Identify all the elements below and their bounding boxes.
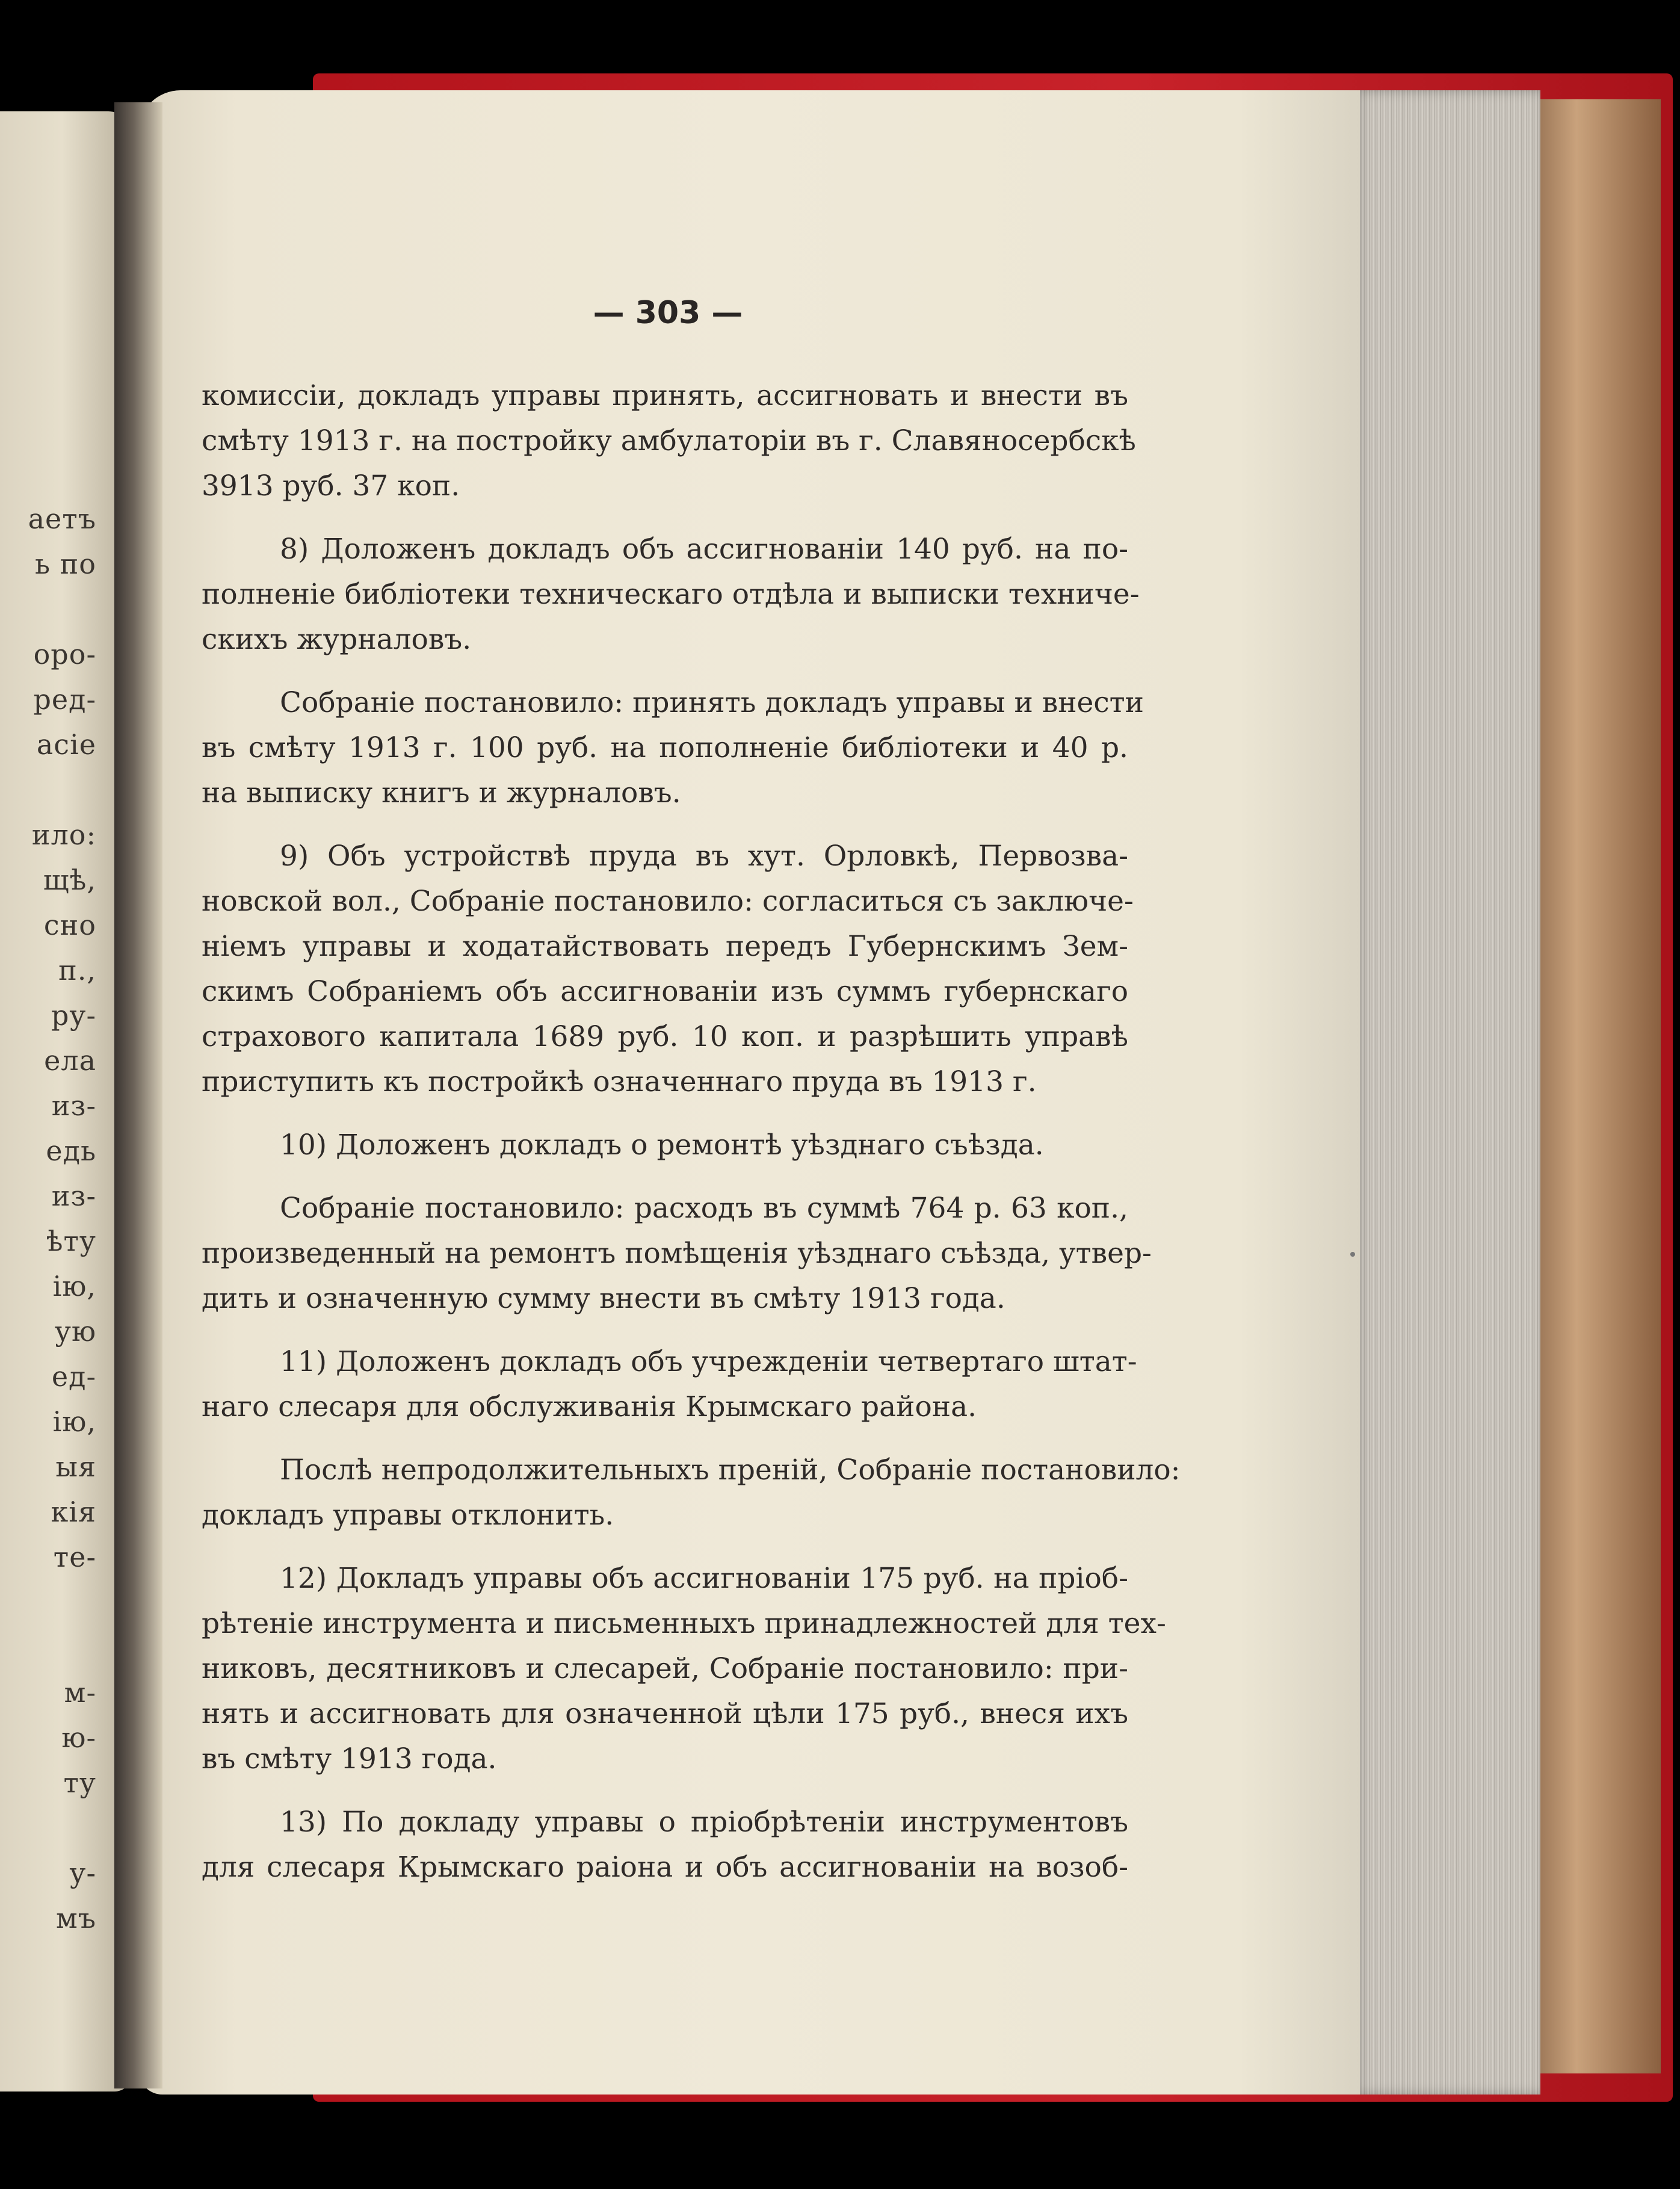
text-line: для слесаря Крымскаго раіона и объ ассигнованіи на возоб- xyxy=(202,1851,1128,1884)
left-page-fragment: п., xyxy=(58,954,96,986)
left-page-fragment: щѣ, xyxy=(43,864,96,896)
left-page-fragment: у- xyxy=(69,1857,96,1889)
text-line: Собраніе постановило: расходъ въ суммѣ 764 р. 63 коп., xyxy=(280,1192,1128,1225)
left-page-fragment: ію, xyxy=(52,1270,96,1302)
text-line: докладъ управы отклонить. xyxy=(202,1499,614,1532)
paragraph-gap xyxy=(202,1321,1128,1339)
left-page-fragment: ію, xyxy=(52,1405,96,1438)
left-page-fragment: ру- xyxy=(51,999,96,1032)
text-line: на выписку книгъ и журналовъ. xyxy=(202,776,681,810)
left-page-fragment: ѣту xyxy=(46,1225,96,1257)
paragraph-gap xyxy=(202,1168,1128,1186)
text-line: рѣтеніе инструмента и письменныхъ принадлежностей для тех- xyxy=(202,1607,1166,1640)
text-line: нять и ассигновать для означенной цѣли 175 руб., внеся ихъ xyxy=(202,1697,1128,1730)
left-page-fragment: едь xyxy=(46,1135,96,1167)
text-line: 13) По докладу управы о пріобрѣтеніи инструментовъ xyxy=(280,1806,1128,1839)
left-page-text xyxy=(0,497,96,1941)
text-line: дить и означенную сумму внести въ смѣту 1913 года. xyxy=(202,1282,1005,1315)
text-line: никовъ, десятниковъ и слесарей, Собраніе постановило: при- xyxy=(202,1652,1128,1685)
page-body-text xyxy=(202,373,1181,1890)
paragraph-gap xyxy=(202,662,1128,680)
left-page xyxy=(0,111,132,2091)
text-line: 9) Объ устройствѣ пруда въ хут. Орловкѣ, Первозва- xyxy=(280,840,1128,873)
text-line: наго слесаря для обслуживанія Крымскаго района. xyxy=(202,1390,977,1423)
text-line: 11) Доложенъ докладъ объ учрежденіи четвертаго штат- xyxy=(280,1345,1137,1378)
left-page-fragment: ыя xyxy=(55,1451,96,1483)
paragraph-gap xyxy=(202,509,1128,527)
paragraph-gap xyxy=(202,1782,1128,1800)
left-page-fragment: ь по xyxy=(34,548,96,580)
text-line: произведенный на ремонтъ помѣщенія уѣзднаго съѣзда, утвер- xyxy=(202,1237,1152,1270)
left-page-fragment: аетъ xyxy=(28,503,96,535)
left-page-fragment xyxy=(0,1625,96,1670)
text-line: 8) Доложенъ докладъ объ ассигнованіи 140 руб. на по- xyxy=(280,533,1128,566)
cover-spine-edge xyxy=(1540,99,1661,2073)
left-page-fragment: из- xyxy=(51,1180,96,1212)
text-line: смѣту 1913 г. на постройку амбулаторіи въ г. Славяносербскѣ xyxy=(202,424,1136,457)
left-page-fragment: сно xyxy=(43,909,96,941)
left-page-fragment xyxy=(0,1806,96,1851)
left-page-fragment: кія xyxy=(51,1496,96,1528)
text-line: 3913 руб. 37 коп. xyxy=(202,469,460,503)
left-page-fragment: м- xyxy=(64,1676,96,1709)
text-line: страхового капитала 1689 руб. 10 коп. и разрѣшить управѣ xyxy=(202,1020,1128,1053)
paragraph-gap xyxy=(202,1538,1128,1556)
left-page-fragment: ю- xyxy=(61,1721,96,1754)
left-page-fragment: ую xyxy=(54,1315,96,1348)
left-page-fragment xyxy=(0,1580,96,1625)
paragraph-gap xyxy=(202,816,1128,834)
text-line: 10) Доложенъ докладъ о ремонтѣ уѣзднаго съѣзда. xyxy=(280,1129,1044,1162)
text-line: скимъ Собраніемъ объ ассигнованіи изъ суммъ губернскаго xyxy=(202,975,1128,1008)
left-page-fragment: ред- xyxy=(33,683,96,716)
left-page-fragment: те- xyxy=(53,1541,96,1573)
left-page-fragment: ило: xyxy=(31,819,96,851)
page-number: — 303 — xyxy=(593,295,743,331)
text-line: приступить къ постройкѣ означеннаго пруда въ 1913 г. xyxy=(202,1065,1037,1098)
paragraph-gap xyxy=(202,1104,1128,1122)
text-line: комиссіи, докладъ управы принять, ассигновать и внести въ xyxy=(202,379,1128,412)
text-line: Послѣ непродолжительныхъ преній, Собраніе постановило: xyxy=(280,1454,1181,1487)
paper-speck xyxy=(1350,1252,1355,1257)
left-page-fragment: ту xyxy=(63,1766,96,1799)
left-page-fragment: ела xyxy=(44,1044,96,1077)
left-page-fragment: из- xyxy=(51,1089,96,1122)
left-page-fragment: оро- xyxy=(33,638,96,670)
page-edges xyxy=(1354,90,1540,2095)
text-line: скихъ журналовъ. xyxy=(202,623,472,656)
text-line: 12) Докладъ управы объ ассигнованіи 175 руб. на пріоб- xyxy=(280,1562,1128,1595)
left-page-fragment: асіе xyxy=(36,728,96,761)
left-page-fragment xyxy=(0,587,96,632)
text-line: полненіе библіотеки техническаго отдѣла и выписки техниче- xyxy=(202,578,1140,611)
left-page-fragment: мъ xyxy=(55,1902,96,1934)
text-line: новской вол., Собраніе постановило: согласиться съ заключе- xyxy=(202,885,1134,918)
book-gutter xyxy=(114,102,162,2088)
paragraph-gap xyxy=(202,1429,1128,1447)
text-line: ніемъ управы и ходатайствовать передъ Губернскимъ Зем- xyxy=(202,930,1128,963)
text-line: Собраніе постановило: принять докладъ управы и внести xyxy=(280,686,1144,719)
text-line: въ смѣту 1913 г. 100 руб. на пополненіе библіотеки и 40 р. xyxy=(202,731,1128,764)
left-page-fragment: ед- xyxy=(51,1360,96,1393)
left-page-fragment xyxy=(0,767,96,813)
text-line: въ смѣту 1913 года. xyxy=(202,1742,497,1776)
